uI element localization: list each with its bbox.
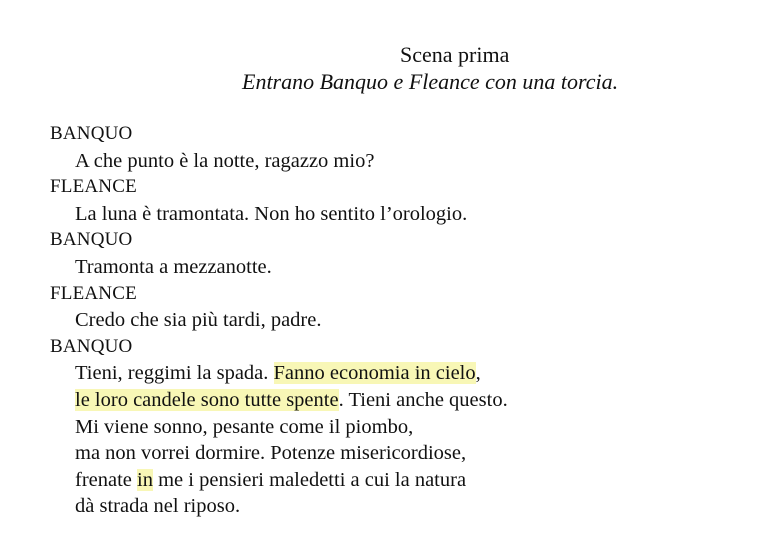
dialogue-line [50,254,750,281]
speaker-name: FLEANCE [50,282,137,304]
line-text: frenate [75,468,138,491]
speaker-name: BANQUO [50,123,133,144]
line-text: Tramonta a mezzanotte. [75,255,272,278]
dialogue-line [50,360,750,387]
dialogue-line [50,148,750,175]
line-text: La luna è tramontata. Non ho sentito l’orologio. [75,202,468,225]
line-text: . Tieni anche questo. [338,388,508,411]
highlighted-text: Fanno economia in cielo [273,362,476,385]
line-text: Tieni, reggimi la spada. [75,362,274,385]
dialogue-line [50,440,750,467]
dialogue-line [50,201,750,228]
line-text: Mi viene sonno, pesante come il piombo, [75,415,414,438]
dialogue-line [50,467,750,494]
line-text: me i pensieri maledetti a cui la natura [152,468,467,491]
highlighted-text: le loro candele sono tutte spente [75,388,339,411]
line-text: ma non vorrei dormire. Potenze misericordiose, [75,442,467,465]
line-text: dà strada nel riposo. [75,495,241,518]
speaker-name: BANQUO [50,335,133,357]
speaker-name: FLEANCE [50,176,137,198]
play-text [50,121,750,520]
scene-title: Scena prima [400,42,510,67]
dialogue-line [50,493,750,520]
dialogue-line [50,414,750,441]
highlighted-text: in [137,468,153,491]
speaker-name: BANQUO [50,229,133,251]
stage-direction: Entrano Banquo e Fleance con una torcia. [242,69,619,94]
line-text: , [475,362,481,385]
dialogue-line [50,387,750,414]
line-text: A che punto è la notte, ragazzo mio? [75,149,375,172]
line-text: Credo che sia più tardi, padre. [75,309,322,332]
dialogue-line [50,307,750,334]
